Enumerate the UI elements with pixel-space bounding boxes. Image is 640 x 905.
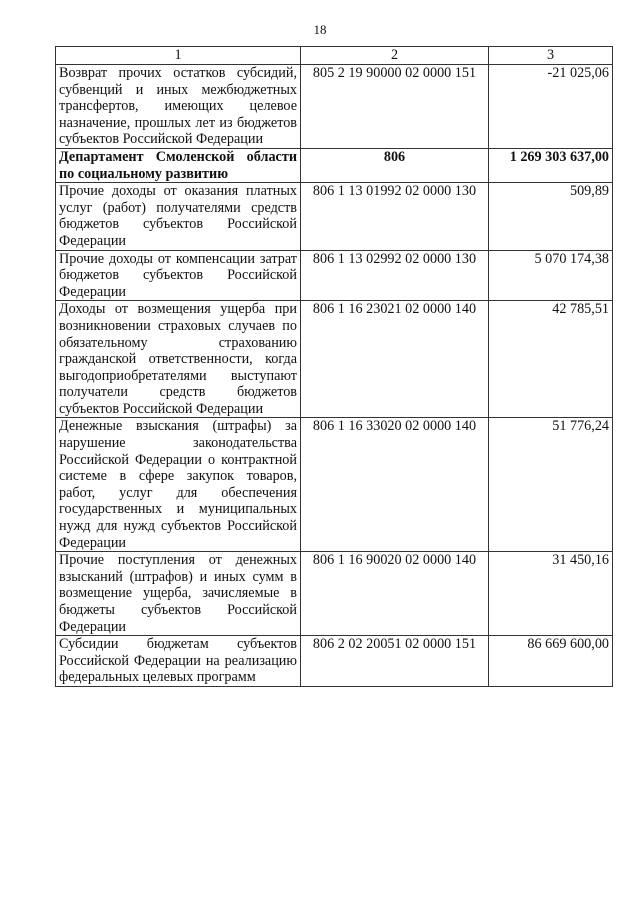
- row-code: 806 1 16 23021 02 0000 140: [301, 301, 489, 418]
- column-header-amount: 3: [489, 47, 613, 65]
- row-code: 806 1 16 33020 02 0000 140: [301, 418, 489, 552]
- table-row-department: [56, 148, 613, 182]
- row-name: Субсидии бюджетам субъектов Российской Федерации на реализацию федеральных целевых программ: [56, 636, 301, 687]
- row-amount: 509,89: [489, 183, 613, 250]
- row-name: Прочие поступления от денежных взысканий (штрафов) и иных сумм в возмещение ущерба, зачисляемые в бюджеты субъектов Российской Федерации: [56, 552, 301, 636]
- table-row: [56, 418, 613, 552]
- row-amount: -21 025,06: [489, 65, 613, 149]
- row-name: Прочие доходы от оказания платных услуг (работ) получателями средств бюджетов субъектов Российской Федерации: [56, 183, 301, 250]
- column-header-name: 1: [56, 47, 301, 65]
- row-amount: 5 070 174,38: [489, 250, 613, 301]
- row-code: 806: [301, 148, 489, 182]
- row-amount: 86 669 600,00: [489, 636, 613, 687]
- row-amount: 1 269 303 637,00: [489, 148, 613, 182]
- row-code: 806 1 13 02992 02 0000 130: [301, 250, 489, 301]
- table-row: [56, 250, 613, 301]
- page-number: 18: [313, 22, 327, 37]
- row-name: Денежные взыскания (штрафы) за нарушение законодательства Российской Федерации о контрактной системе в сфере закупок товаров, работ, услуг для обеспечения государственных и муниципальных нужд для нужд субъектов Российской Федерации: [56, 418, 301, 552]
- row-code: 805 2 19 90000 02 0000 151: [301, 65, 489, 149]
- budget-table: [55, 46, 613, 687]
- row-amount: 31 450,16: [489, 552, 613, 636]
- table-body: [56, 65, 613, 687]
- row-name: Департамент Смоленской области по социальному развитию: [56, 148, 301, 182]
- table-row: [56, 636, 613, 687]
- row-name: Прочие доходы от компенсации затрат бюджетов субъектов Российской Федерации: [56, 250, 301, 301]
- table-row: [56, 65, 613, 149]
- row-code: 806 2 02 20051 02 0000 151: [301, 636, 489, 687]
- row-amount: 42 785,51: [489, 301, 613, 418]
- row-code: 806 1 16 90020 02 0000 140: [301, 552, 489, 636]
- table-row: [56, 552, 613, 636]
- row-name: Доходы от возмещения ущерба при возникновении страховых случаев по обязательному страхованию гражданской ответственности, когда выгодоприобретателями выступают получатели средств бюджетов субъектов Российской Федерации: [56, 301, 301, 418]
- table-header-row: [56, 47, 613, 65]
- table-row: [56, 183, 613, 250]
- row-amount: 51 776,24: [489, 418, 613, 552]
- row-code: 806 1 13 01992 02 0000 130: [301, 183, 489, 250]
- column-header-code: 2: [301, 47, 489, 65]
- row-name: Возврат прочих остатков субсидий, субвенций и иных межбюджетных трансфертов, имеющих целевое назначение, прошлых лет из бюджетов субъектов Российской Федерации: [56, 65, 301, 149]
- table-row: [56, 301, 613, 418]
